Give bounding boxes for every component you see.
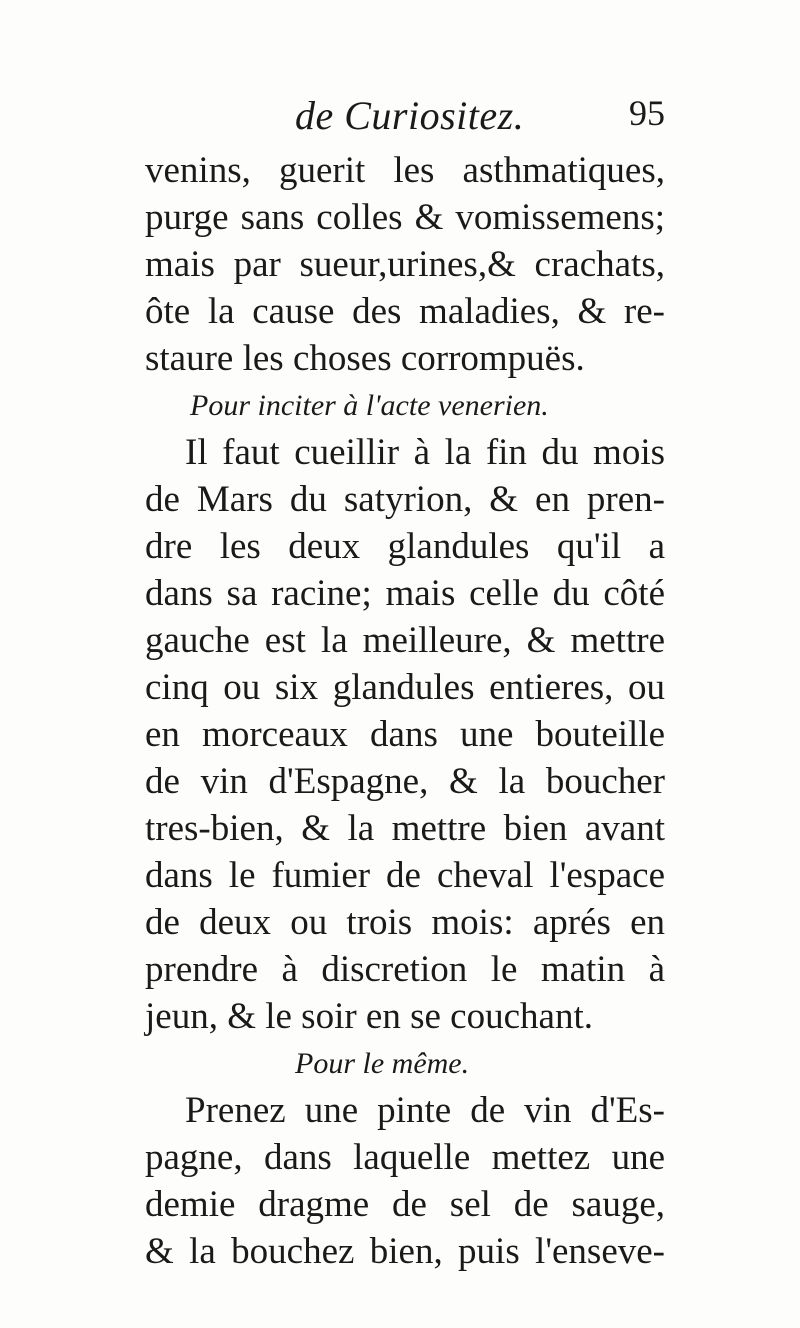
text-line: prendre à discretion le matin à — [145, 949, 665, 990]
section-heading: Pour le même. — [295, 1047, 470, 1080]
body-text — [145, 147, 665, 1275]
text-line: Il faut cueillir à la fin du mois — [185, 432, 665, 473]
text-line: de vin d'Espagne, & la boucher — [145, 761, 665, 802]
page-number: 95 — [629, 93, 665, 133]
text-line: tres-bien, & la mettre bien avant — [145, 808, 665, 849]
text-line: & la bouchez bien, puis l'enseve- — [145, 1231, 665, 1272]
text-line: en morceaux dans une bouteille — [145, 714, 665, 755]
page-header — [145, 92, 665, 140]
text-line: mais par sueur,urines,& crachats, — [145, 244, 665, 285]
text-line: dans le fumier de cheval l'espace — [145, 855, 665, 896]
text-line: jeun, & le soir en se couchant. — [145, 996, 593, 1037]
text-line: demie dragme de sel de sauge, — [145, 1184, 665, 1225]
text-line: gauche est la meilleure, & mettre — [145, 620, 665, 661]
text-line: staure les choses corrompuës. — [145, 338, 585, 379]
text-line: pagne, dans laquelle mettez une — [145, 1137, 665, 1178]
text-line: venins, guerit les asthmatiques, — [145, 150, 665, 191]
running-title: de Curiositez. — [295, 93, 525, 138]
text-line: de Mars du satyrion, & en pren- — [145, 479, 665, 520]
text-line: Prenez une pinte de vin d'Es- — [185, 1090, 665, 1131]
text-line: ôte la cause des maladies, & re- — [145, 291, 665, 332]
text-line: purge sans colles & vomissemens; — [145, 197, 665, 238]
text-line: dans sa racine; mais celle du côté — [145, 573, 665, 614]
text-line: cinq ou six glandules entieres, ou — [145, 667, 665, 708]
text-line: de deux ou trois mois: aprés en — [145, 902, 665, 943]
text-line: dre les deux glandules qu'il a — [145, 526, 665, 567]
section-heading: Pour inciter à l'acte venerien. — [190, 389, 549, 422]
